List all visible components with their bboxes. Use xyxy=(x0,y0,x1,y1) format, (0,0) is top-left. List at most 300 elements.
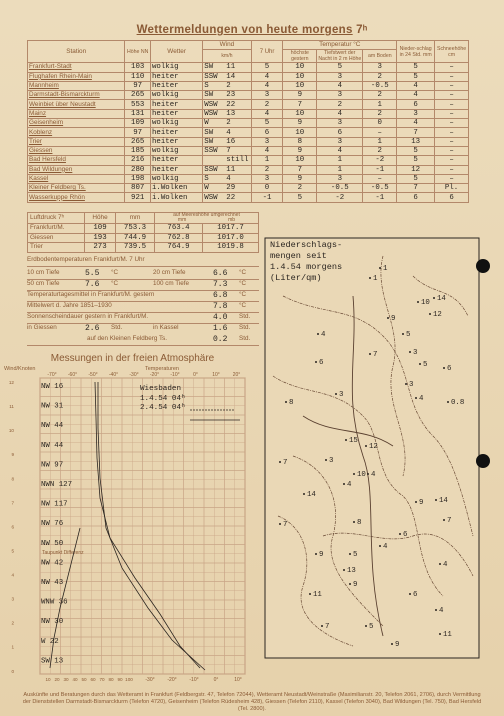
snow-cell: – xyxy=(435,109,469,118)
station-dot xyxy=(387,317,389,319)
station-dot xyxy=(409,593,411,595)
weather-table xyxy=(27,40,469,203)
col-time: 7 Uhr xyxy=(251,41,283,63)
wind-speed: 29 xyxy=(226,184,236,193)
station-name xyxy=(28,174,125,183)
temp-min2-cell: 1 xyxy=(317,156,363,165)
station-dot xyxy=(447,401,449,403)
precip-cell: 5 xyxy=(397,146,435,155)
station-dot xyxy=(405,383,407,385)
temp-7h-cell: 3 xyxy=(251,174,283,183)
pressure-place: Giessen xyxy=(28,233,85,243)
wind-cell xyxy=(203,174,251,183)
wind-speed: 14 xyxy=(226,72,236,81)
temp-7h-cell: 4 xyxy=(251,72,283,81)
wind-cell xyxy=(203,81,251,90)
temp-7h-cell: 5 xyxy=(251,63,283,72)
soil-value: 7.3 xyxy=(213,280,228,289)
station-label: Koblenz xyxy=(29,128,53,136)
col-temp-ming: am Boden xyxy=(363,50,397,63)
height-tick: 2 xyxy=(11,620,14,626)
pressure-height: 273 xyxy=(85,243,116,253)
soil-depth: 10 cm Tiefe xyxy=(27,269,60,276)
snow-cell: – xyxy=(435,137,469,146)
temp-min2-cell: 3 xyxy=(317,174,363,183)
station-name xyxy=(28,63,125,72)
station-dot xyxy=(443,519,445,521)
pressure-mb: 1017.7 xyxy=(203,224,259,234)
station-dot xyxy=(317,333,319,335)
pressure-msl-h xyxy=(155,213,259,224)
sounding-date: 1.4.54 04ʰ xyxy=(140,395,186,403)
station-dot xyxy=(419,363,421,365)
divider xyxy=(27,252,259,253)
precip-value: 3 xyxy=(339,391,344,399)
precip-value: 11 xyxy=(313,591,322,599)
dew-tick: 50 xyxy=(81,677,87,682)
precip-value: 14 xyxy=(439,497,448,505)
wind-cell xyxy=(203,91,251,100)
wind-speed: 7 xyxy=(226,147,231,156)
wind-dir: S xyxy=(204,175,209,183)
station-dot xyxy=(315,361,317,363)
pressure-row xyxy=(28,224,259,234)
wind-reading: WNW 36 xyxy=(41,598,68,607)
precip-cell: 6 xyxy=(397,193,435,202)
temp-ground-cell: 2 xyxy=(363,146,397,155)
precip-value: 5 xyxy=(353,551,358,559)
wind-reading: NW 76 xyxy=(41,520,64,529)
precip-value: 1 xyxy=(373,275,378,283)
temp-tick: 10° xyxy=(212,372,220,378)
soil-title: Erdbodentemperaturen Frankfurt/M. 7 Uhr xyxy=(27,256,145,263)
station-dot xyxy=(435,499,437,501)
sun3-label: auf den Kleinen Feldberg Ts. xyxy=(87,335,168,342)
wind-axis-label: Wind/Knoten xyxy=(4,366,36,372)
wind-cell xyxy=(203,72,251,81)
weather-cell: heiter xyxy=(151,128,203,137)
station-dot xyxy=(379,267,381,269)
height-cell: 198 xyxy=(125,174,151,183)
weather-cell: i.Wolken xyxy=(151,184,203,193)
station-dot xyxy=(369,353,371,355)
station-name xyxy=(28,137,125,146)
station-name xyxy=(28,72,125,81)
height-cell: 97 xyxy=(125,128,151,137)
snow-cell: 6 xyxy=(435,193,469,202)
station-dot xyxy=(402,333,404,335)
precip-cell: 4 xyxy=(397,119,435,128)
precip-value: 4 xyxy=(383,543,388,551)
wind-cell xyxy=(203,137,251,146)
precip-cell: 5 xyxy=(397,156,435,165)
wind-dir: SW xyxy=(204,137,214,146)
precip-value: 13 xyxy=(347,567,356,575)
wind-speed: 11 xyxy=(226,63,236,72)
wind-cell xyxy=(203,128,251,137)
table-row xyxy=(28,174,469,183)
wind-reading: NWN 127 xyxy=(41,481,73,490)
precip-cell: 13 xyxy=(397,137,435,146)
precip-value: 8 xyxy=(289,399,294,407)
station-label: Wasserkuppe Rhön xyxy=(29,193,85,201)
wind-dir: WSW xyxy=(204,193,218,202)
divider xyxy=(27,345,259,346)
pressure-height-h: Höhe xyxy=(85,213,116,224)
pressure-msl-mm: 764.9 xyxy=(155,243,203,253)
weather-cell: wolkig xyxy=(151,146,203,155)
temp-ground-cell: 3 xyxy=(363,63,397,72)
height-tick: 5 xyxy=(11,548,14,554)
temp-axis-label: Temperaturen xyxy=(145,366,179,372)
sun2-u2: Std. xyxy=(239,324,251,331)
height-tick: 0 xyxy=(11,668,14,674)
station-dot xyxy=(435,609,437,611)
temp-tick: -20° xyxy=(149,372,160,378)
temp-7h-cell: 4 xyxy=(251,109,283,118)
wind-speed: 4 xyxy=(226,175,231,183)
map-title-line: Niederschlags- xyxy=(270,240,343,250)
station-dot xyxy=(439,633,441,635)
stat-row xyxy=(27,313,259,320)
precip-value: 7 xyxy=(283,521,288,529)
title-text: Wettermeldungen von heute morgens xyxy=(136,24,353,36)
temp-tick-bottom: -30° xyxy=(145,677,155,683)
snow-cell: – xyxy=(435,63,469,72)
station-label: Geisenheim xyxy=(29,119,64,127)
temp-max-cell: 10 xyxy=(283,72,317,81)
height-cell: 110 xyxy=(125,72,151,81)
station-name xyxy=(28,184,125,193)
height-cell: 921 xyxy=(125,193,151,202)
col-snow: Schneehöhe cm xyxy=(435,41,469,63)
precip-value: 4 xyxy=(371,471,376,479)
sun3-unit: Std. xyxy=(239,335,251,342)
wind-dir: SSW xyxy=(204,165,218,174)
table-row xyxy=(28,81,469,90)
precip-value: 3 xyxy=(409,381,414,389)
col-station: Station xyxy=(28,41,125,63)
col-temp: Temperatur °C xyxy=(283,41,397,50)
station-name xyxy=(28,81,125,90)
station-dot xyxy=(443,367,445,369)
temp-min2-cell: 6 xyxy=(317,128,363,137)
wind-dir: W xyxy=(204,119,209,128)
precip-value: 12 xyxy=(369,443,378,451)
sounding-station: Wiesbaden xyxy=(140,385,182,393)
temp-max-cell: 10 xyxy=(283,128,317,137)
stat-unit: Std. xyxy=(239,313,251,320)
station-dot xyxy=(353,473,355,475)
wind-reading: NW 50 xyxy=(41,539,64,548)
station-dot xyxy=(415,397,417,399)
height-tick: 1 xyxy=(11,644,14,650)
station-label: Mainz xyxy=(29,109,47,117)
stat-label: Sonnenscheindauer gestern in Frankfurt/M. xyxy=(27,313,149,320)
snow-cell: – xyxy=(435,174,469,183)
pressure-height: 193 xyxy=(85,233,116,243)
wind-cell xyxy=(203,100,251,109)
height-cell: 216 xyxy=(125,156,151,165)
precip-cell: 7 xyxy=(397,128,435,137)
wind-dir: SW xyxy=(204,91,214,100)
col-height: Höhe NN xyxy=(125,41,151,63)
temp-7h-cell: -1 xyxy=(251,193,283,202)
temp-tick: 0° xyxy=(193,372,198,378)
station-dot xyxy=(321,625,323,627)
precip-value: 5 xyxy=(423,361,428,369)
col-precip: Nieder-schlag in 24 Std. mm xyxy=(397,41,435,63)
station-dot xyxy=(365,445,367,447)
station-name xyxy=(28,128,125,137)
station-dot xyxy=(343,569,345,571)
soil-unit: °C xyxy=(111,269,119,276)
temp-7h-cell: 5 xyxy=(251,119,283,128)
pressure-label: Luftdruck 7ʰ xyxy=(28,213,85,224)
temp-min2-cell: 5 xyxy=(317,63,363,72)
temp-max-cell: 10 xyxy=(283,63,317,72)
wind-dir: SSW xyxy=(204,72,218,81)
temp-max-cell: 9 xyxy=(283,174,317,183)
station-name xyxy=(28,119,125,128)
precip-value: 6 xyxy=(319,359,324,367)
precip-value: 15 xyxy=(349,437,358,445)
temp-ground-cell: -0.5 xyxy=(363,81,397,90)
pressure-place: Frankfurt/M. xyxy=(28,224,85,234)
wind-speed: 16 xyxy=(226,137,236,146)
wind-speed: 4 xyxy=(226,128,231,137)
temp-min2-cell: 3 xyxy=(317,137,363,146)
height-tick: 8 xyxy=(11,476,14,482)
weather-cell: heiter xyxy=(151,72,203,81)
wind-cell xyxy=(203,119,251,128)
table-row xyxy=(28,119,469,128)
atmosphere-title: Messungen in der freien Atmosphäre xyxy=(50,353,215,364)
station-name xyxy=(28,100,125,109)
height-cell: 103 xyxy=(125,63,151,72)
snow-cell: – xyxy=(435,81,469,90)
precip-value: 5 xyxy=(406,331,411,339)
precip-cell: 4 xyxy=(397,91,435,100)
wind-cell xyxy=(203,146,251,155)
soil-row xyxy=(27,280,259,287)
pressure-table xyxy=(27,212,259,253)
wind-dir: S xyxy=(204,82,209,91)
table-row xyxy=(28,184,469,193)
precip-value: 1 xyxy=(383,265,388,273)
wind-reading: NW 42 xyxy=(41,559,64,568)
precip-value: 9 xyxy=(395,641,400,649)
soil-depth: 100 cm Tiefe xyxy=(153,280,190,287)
wind-dir: SW xyxy=(204,128,214,137)
temp-7h-cell: 2 xyxy=(251,165,283,174)
temp-tick: -30° xyxy=(129,372,139,378)
table-row xyxy=(28,146,469,155)
station-dot xyxy=(309,593,311,595)
temp-7h-cell: 6 xyxy=(251,128,283,137)
table-row xyxy=(28,91,469,100)
precip-value: 12 xyxy=(433,311,442,319)
dew-tick: 100 xyxy=(125,677,133,682)
station-label: Trier xyxy=(29,137,42,145)
wind-dir: WSW xyxy=(204,100,218,109)
height-tick: 11 xyxy=(9,404,14,410)
precip-value: 9 xyxy=(419,499,424,507)
map-title-line: 1.4.54 morgens xyxy=(270,262,343,272)
temp-min2-cell: 3 xyxy=(317,72,363,81)
dew-tick: 30 xyxy=(63,677,69,682)
temp-max-cell: 9 xyxy=(283,146,317,155)
stat-label: Mittelwert d. Jahre 1851–1930 xyxy=(27,302,112,309)
station-label: Darmstadt-Bismarckturm xyxy=(29,91,100,99)
station-dot xyxy=(439,563,441,565)
station-name xyxy=(28,193,125,202)
pressure-row xyxy=(28,233,259,243)
snow-cell: – xyxy=(435,100,469,109)
temp-tick: -50° xyxy=(88,372,98,378)
height-cell: 265 xyxy=(125,137,151,146)
soil-depth: 20 cm Tiefe xyxy=(153,269,186,276)
temp-ground-cell: -1 xyxy=(363,165,397,174)
pressure-place: Trier xyxy=(28,243,85,253)
precip-value: 7 xyxy=(373,351,378,359)
soil-value: 6.6 xyxy=(213,269,228,278)
station-label: Frankfurt-Stadt xyxy=(29,63,72,71)
temp-7h-cell: 4 xyxy=(251,81,283,90)
station-dot xyxy=(349,553,351,555)
temp-min2-cell: 1 xyxy=(317,165,363,174)
wind-dir: W xyxy=(204,184,209,193)
station-dot xyxy=(335,393,337,395)
soil-unit: °C xyxy=(111,280,119,287)
snow-cell: – xyxy=(435,72,469,81)
wind-reading: NW 30 xyxy=(41,618,64,627)
stat-unit: °C xyxy=(239,302,247,309)
soil-value: 7.6 xyxy=(85,280,100,289)
pressure-msl-text: auf Meereshöhe umgerechnet xyxy=(173,212,240,218)
height-cell: 97 xyxy=(125,81,151,90)
pressure-mb: 1019.8 xyxy=(203,243,259,253)
table-row xyxy=(28,109,469,118)
station-dot xyxy=(433,297,435,299)
stat-value: 7.8 xyxy=(213,302,228,311)
sounding-date: 2.4.54 04ʰ xyxy=(140,404,186,412)
dew-tick: 40 xyxy=(72,677,78,682)
wind-reading: NW 97 xyxy=(41,461,64,470)
atmosphere-diagram xyxy=(0,364,265,694)
station-name xyxy=(28,109,125,118)
station-label: Kassel xyxy=(29,175,49,182)
height-tick: 3 xyxy=(11,596,14,602)
height-tick: 7 xyxy=(11,500,14,506)
precip-value: 9 xyxy=(391,315,396,323)
snow-cell: – xyxy=(435,146,469,155)
pressure-height: 109 xyxy=(85,224,116,234)
station-dot xyxy=(285,401,287,403)
map-title xyxy=(270,240,342,284)
precip-value: 9 xyxy=(319,551,324,559)
precip-value: 4 xyxy=(321,331,326,339)
stat-row xyxy=(27,291,259,298)
precip-value: 3 xyxy=(329,457,334,465)
temp-tick-bottom: -10° xyxy=(189,677,199,683)
station-dot xyxy=(399,533,401,535)
pressure-mb: 1017.0 xyxy=(203,233,259,243)
temp-ground-cell: -2 xyxy=(363,156,397,165)
wind-cell xyxy=(203,63,251,72)
temp-7h-cell: 2 xyxy=(251,100,283,109)
height-cell: 131 xyxy=(125,109,151,118)
precip-value: 7 xyxy=(447,517,452,525)
station-dot xyxy=(325,459,327,461)
station-dot xyxy=(415,501,417,503)
station-dot xyxy=(391,643,393,645)
stat-row xyxy=(27,302,259,309)
pressure-mm: 739.5 xyxy=(116,243,155,253)
col-wind-unit: km/h xyxy=(203,50,251,63)
wind-speed: 11 xyxy=(226,165,236,174)
snow-cell: Pl. xyxy=(435,184,469,193)
wind-speed: 2 xyxy=(226,82,231,91)
temp-max-cell: 7 xyxy=(283,165,317,174)
station-dot xyxy=(353,521,355,523)
station-dot xyxy=(369,277,371,279)
station-label: Bad Wildungen xyxy=(29,165,73,173)
wind-cell xyxy=(203,109,251,118)
temp-tick-bottom: -20° xyxy=(167,677,177,683)
temp-7h-cell: 3 xyxy=(251,137,283,146)
wind-cell xyxy=(203,193,251,202)
station-name xyxy=(28,156,125,165)
wind-speed: 2 xyxy=(226,119,231,128)
pressure-mb-h: mb xyxy=(228,217,236,223)
station-name xyxy=(28,146,125,155)
precip-cell: 7 xyxy=(397,184,435,193)
temp-7h-cell: 0 xyxy=(251,184,283,193)
precip-map xyxy=(263,236,483,662)
col-wind: Wind xyxy=(203,41,251,50)
stat-value: 6.8 xyxy=(213,291,228,300)
weather-cell: wolkig xyxy=(151,174,203,183)
temp-7h-cell: 4 xyxy=(251,146,283,155)
divider xyxy=(27,266,259,267)
station-dot xyxy=(315,553,317,555)
precip-value: 7 xyxy=(283,459,288,467)
sun2-u1: Std. xyxy=(111,324,123,331)
pressure-mm-h: mm xyxy=(116,213,155,224)
wind-speed: 22 xyxy=(226,100,236,109)
pressure-row xyxy=(28,243,259,253)
height-cell: 265 xyxy=(125,91,151,100)
punch-hole xyxy=(476,259,490,273)
dew-tick: 10 xyxy=(45,677,51,682)
snow-cell: – xyxy=(435,119,469,128)
dew-tick: 70 xyxy=(99,677,105,682)
weather-cell: heiter xyxy=(151,165,203,174)
dew-tick: 60 xyxy=(90,677,96,682)
height-cell: 553 xyxy=(125,100,151,109)
station-label: Bad Hersfeld xyxy=(29,156,66,164)
wind-reading: NW 31 xyxy=(41,402,64,411)
precip-value: 4 xyxy=(419,395,424,403)
station-dot xyxy=(429,313,431,315)
temp-min2-cell: 2 xyxy=(317,100,363,109)
stat-label: Temperaturtagesmittel in Frankfurt/M. gestern xyxy=(27,291,155,298)
sun2-v1: 2.6 xyxy=(85,324,100,333)
wind-reading: SW 13 xyxy=(41,657,64,666)
temp-min2-cell: -2 xyxy=(317,193,363,202)
precip-cell: 5 xyxy=(397,63,435,72)
